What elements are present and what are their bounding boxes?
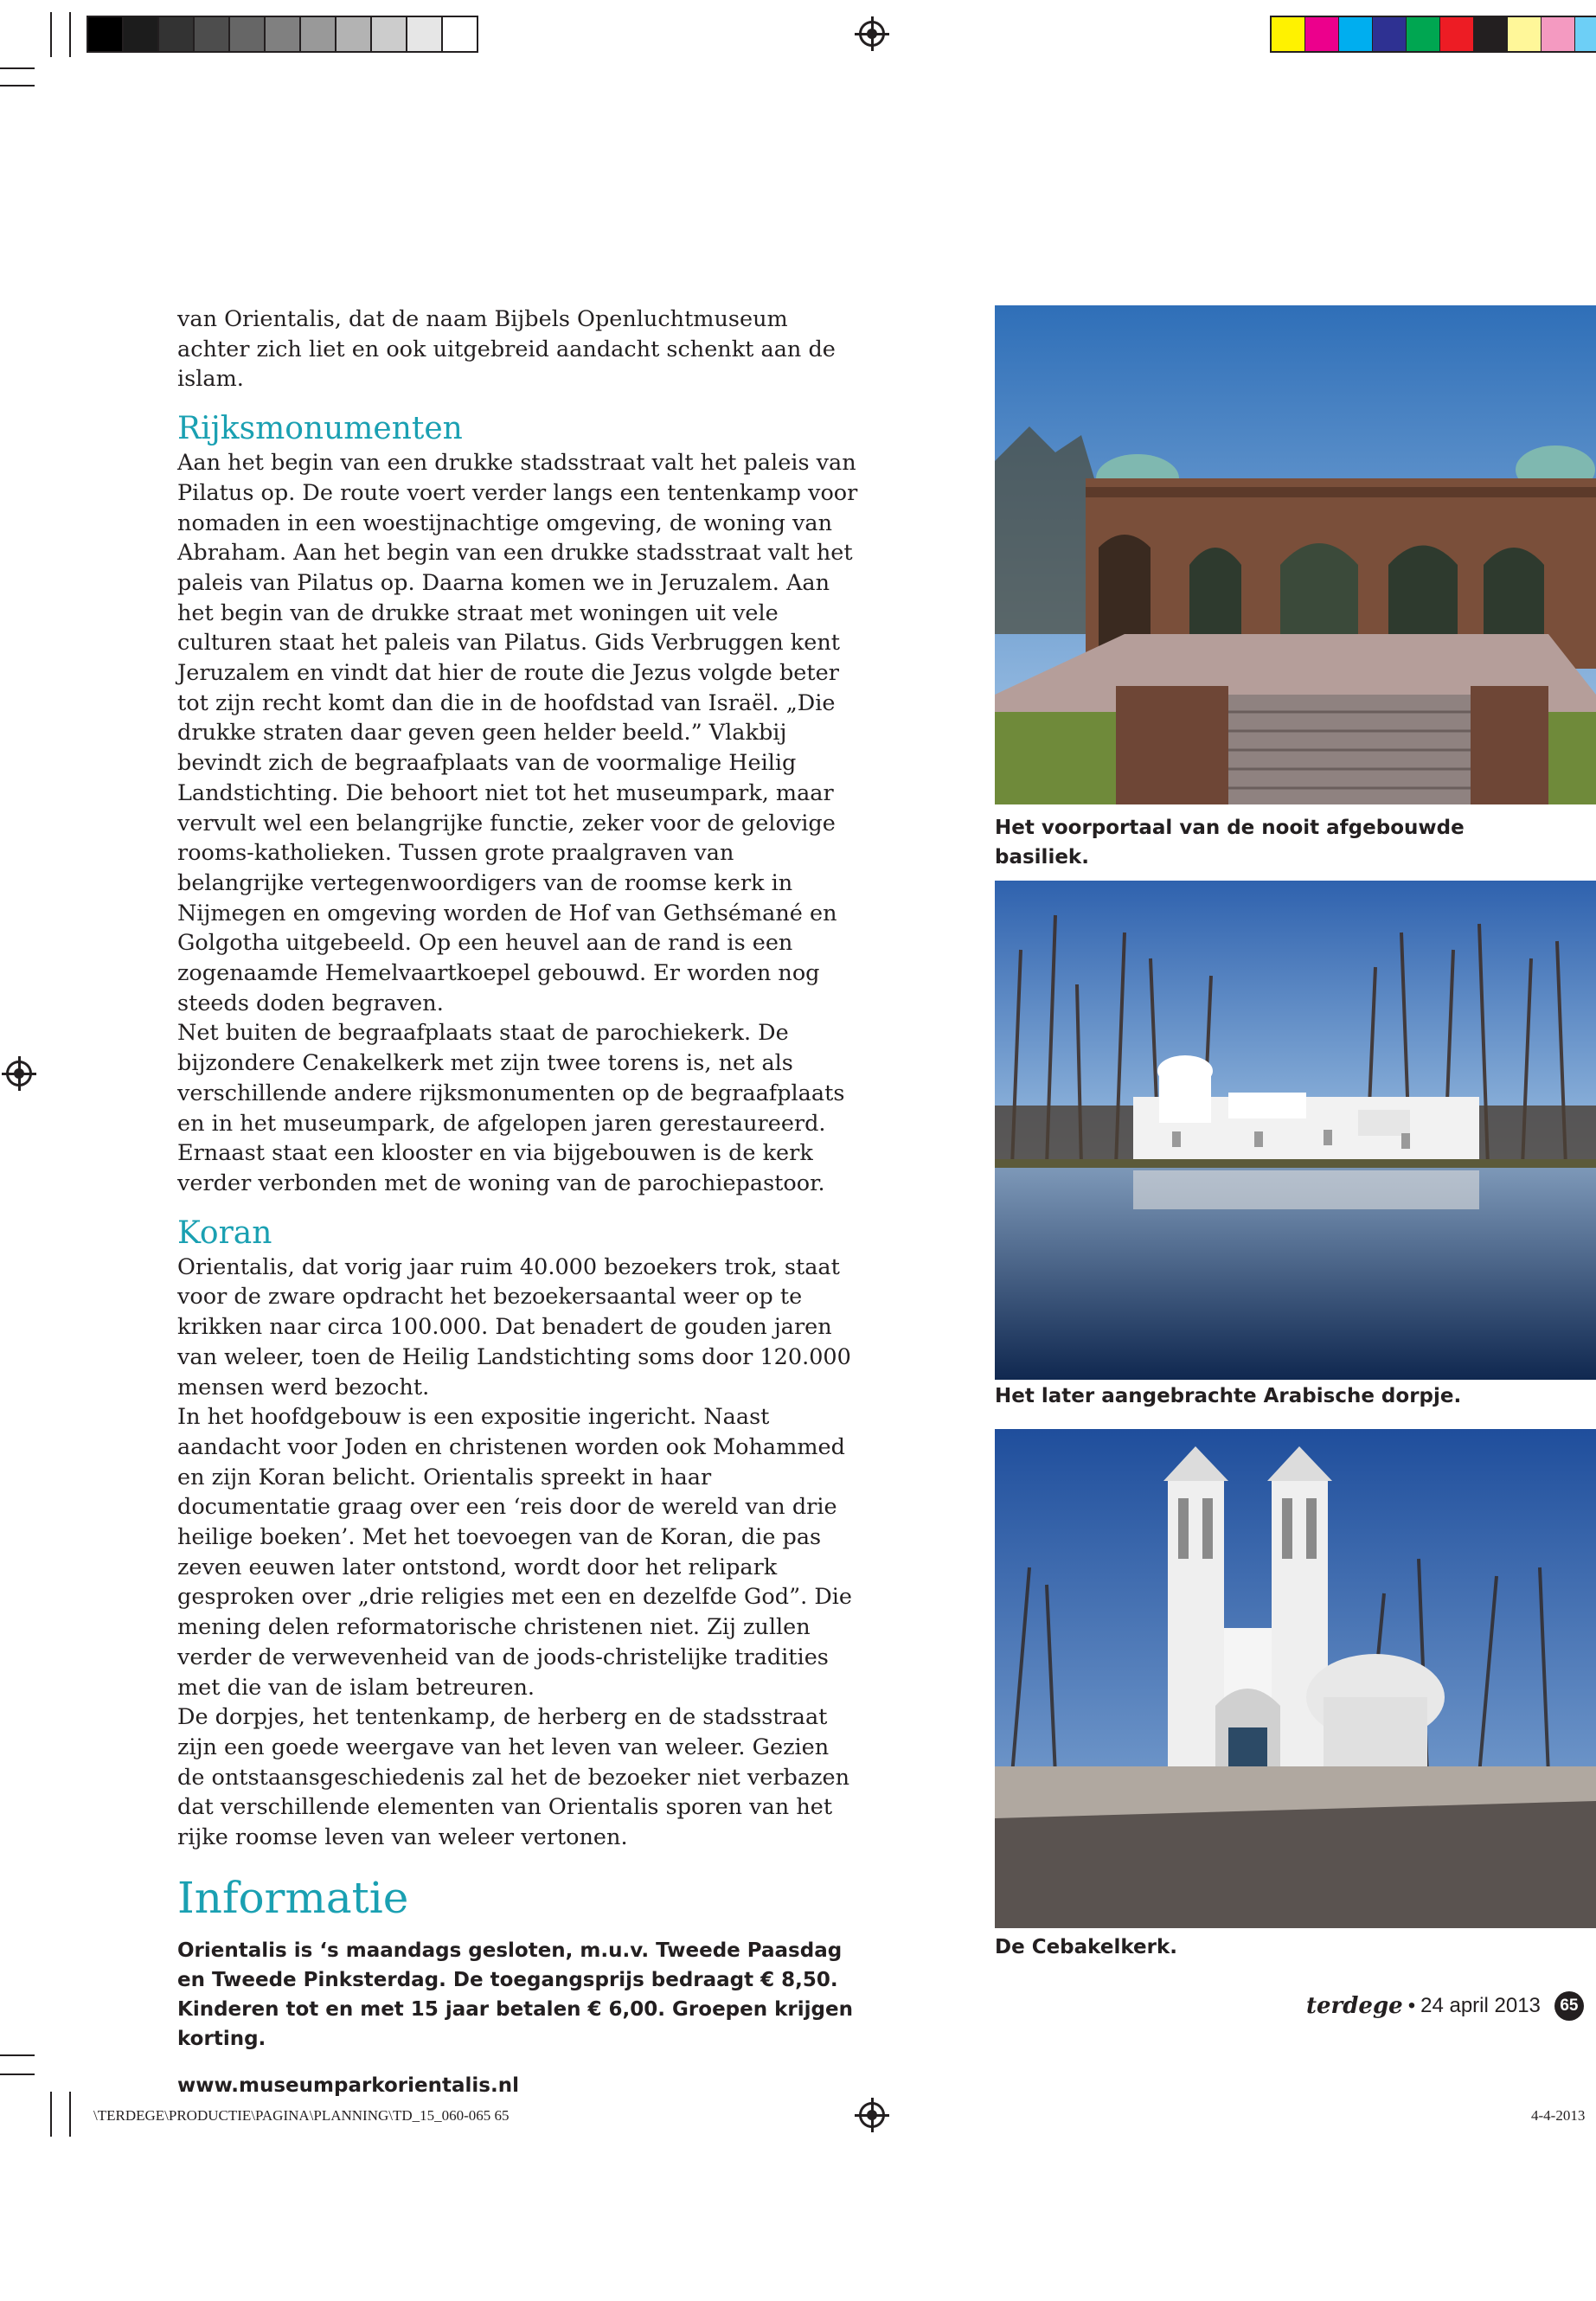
- folio: [1306, 1991, 1584, 2021]
- section-heading-rijksmonumenten: Rijksmonumenten: [177, 411, 463, 447]
- crop-mark: [50, 2092, 52, 2137]
- photo-caption: De Cebakelkerk.: [995, 1936, 1177, 1958]
- gray-swatch: [266, 17, 301, 51]
- registration-mark-icon: [859, 21, 885, 47]
- page-number-badge: 65: [1554, 1991, 1584, 2021]
- color-swatch: [1575, 17, 1596, 51]
- crop-mark: [50, 12, 52, 57]
- color-swatch: [1542, 17, 1575, 51]
- photo-arab-village: [995, 881, 1596, 1380]
- photo-caption: Het later aangebrachte Arabische dorpje.: [995, 1385, 1462, 1407]
- gray-swatch: [337, 17, 372, 51]
- paragraph: De dorpjes, het tentenkamp, de herberg en de stadsstraat zijn een goede weergave van het leven van weleer. Gezien de ontstaansgeschiedenis zal het de bezoeker niet verbazen dat verschillende elementen van Orientalis sporen van het rijke roomse leven van weleer vertonen.: [177, 1704, 850, 1851]
- photo-church: [995, 1429, 1596, 1928]
- slug-date: 4-4-2013: [1531, 2107, 1586, 2124]
- gray-swatch: [159, 17, 195, 51]
- crop-mark: [69, 2092, 71, 2137]
- photo-caption: Het voorportaal van de nooit afgebouwde basiliek.: [995, 817, 1465, 868]
- portico-illustration: [995, 305, 1596, 804]
- paragraph: Net buiten de begraafplaats staat de parochiekerk. De bijzondere Cenakelkerk met zijn twee torens is, net als verschillende andere rijksmonumenten op de begraafplaats en in het museumpark, de afgelopen jaren gerestaureerd. Ernaast staat een klooster en via bijgebouwen is de kerk verder verbonden met de woning van de parochiepastoor.: [177, 1020, 845, 1196]
- info-url-link[interactable]: www.museumparkorientalis.nl: [177, 2073, 519, 2097]
- paragraph: Aan het begin van een drukke stadsstraat valt het paleis van Pilatus op. De route voert verder langs een tentenkamp voor nomaden in een woestijnachtige omgeving, de woning van Abraham. Aan het begin van een drukke stadsstraat valt het paleis van Pilatus op. Daarna komen we in Jeruzalem. Aan het begin van de drukke straat met woningen uit vele culturen staat het paleis van Pilatus. Gids Verbruggen kent Jeruzalem en vindt dat hier de route die Jezus volgde beter tot zijn recht komt dan die in de hoofdstad van Israël. „Die drukke straten daar geven geen helder beeld.” Vlakbij bevindt zich de begraafplaats van de voormalige Heilig Landstichting. Die behoort niet tot het museumpark, maar vervult wel een belangrijke functie, zeker voor de gelovige rooms-katholieken. Tussen grote praalgraven van belangrijke vertegenwoordigers van de roomse kerk in Nijmegen en omgeving worden de Hof van Gethsémané en Golgotha uitgebeeld. Op een heuvel aan de rand is een zogenaamde Hemelvaartkoepel gebouwd. Er worden nog steeds doden begraven.: [177, 450, 858, 1016]
- photo-portico: [995, 305, 1596, 804]
- info-heading: Informatie: [177, 1872, 409, 1923]
- gray-swatch: [124, 17, 159, 51]
- section-heading-koran: Koran: [177, 1215, 272, 1251]
- slug-path: \TERDEGE\PRODUCTIE\PAGINA\PLANNING\TD_15_060-065 65: [93, 2107, 510, 2124]
- crop-mark: [0, 67, 35, 69]
- gray-swatch: [195, 17, 230, 51]
- color-swatch: [1373, 17, 1407, 51]
- color-swatch: [1440, 17, 1474, 51]
- info-box-text: Orientalis is ‘s maandags gesloten, m.u.v. Tweede Paasdag en Tweede Pinksterdag. De toegangsprijs bedraagt € 8,50. Kinderen tot en met 15 jaar betalen € 6,00. Groepen krijgen korting.: [177, 1939, 853, 2050]
- issue-date: 24 april 2013: [1420, 1994, 1541, 2017]
- gray-swatch: [372, 17, 407, 51]
- gray-swatch: [407, 17, 443, 51]
- color-swatch: [1272, 17, 1305, 51]
- crop-mark: [69, 12, 71, 57]
- paragraph: Orientalis, dat vorig jaar ruim 40.000 bezoekers trok, staat voor de zware opdracht het bezoekersaantal weer op te krikken naar circa 100.000. Dat benadert de gouden jaren van weleer, toen de Heilig Landstichting soms door 120.000 mensen werd bezocht.: [177, 1253, 851, 1400]
- color-swatch: [1508, 17, 1542, 51]
- gray-swatch: [88, 17, 124, 51]
- color-swatch: [1407, 17, 1440, 51]
- village-illustration: [995, 881, 1596, 1380]
- folio-separator: •: [1407, 1994, 1416, 2017]
- color-swatch: [1305, 17, 1339, 51]
- color-swatch: [1339, 17, 1373, 51]
- color-bar: [1270, 16, 1596, 53]
- gray-swatch: [230, 17, 266, 51]
- paragraph: In het hoofdgebouw is een expositie ingericht. Naast aandacht voor Joden en christenen worden ook Mohammed en zijn Koran belicht. Orientalis spreekt in haar documentatie graag over een ‘reis door de wereld van drie heilige boeken’. Met het toevoegen van de Koran, die pas zeven eeuwen later ontstond, wordt door het relipark gesproken over „drie religies met een en dezelfde God”. Die mening delen reformatorische christenen niet. Zij zullen verder de verwevenheid van de joods-christelijke tradities met die van de islam betreuren.: [177, 1404, 853, 1701]
- color-swatch: [1474, 17, 1508, 51]
- grayscale-bar: [87, 16, 478, 53]
- crop-mark: [0, 85, 35, 87]
- magazine-logo: terdege: [1306, 1993, 1403, 2019]
- gray-swatch: [443, 17, 477, 51]
- registration-mark-icon: [859, 2102, 885, 2128]
- article-column: [177, 304, 861, 2100]
- church-illustration: [995, 1429, 1596, 1928]
- crop-mark: [0, 2054, 35, 2056]
- registration-mark-icon: [6, 1061, 32, 1086]
- gray-swatch: [301, 17, 337, 51]
- crop-mark: [0, 2073, 35, 2075]
- intro-paragraph: van Orientalis, dat de naam Bijbels Openluchtmuseum achter zich liet en ook uitgebreid aandacht schenkt aan de islam.: [177, 306, 836, 393]
